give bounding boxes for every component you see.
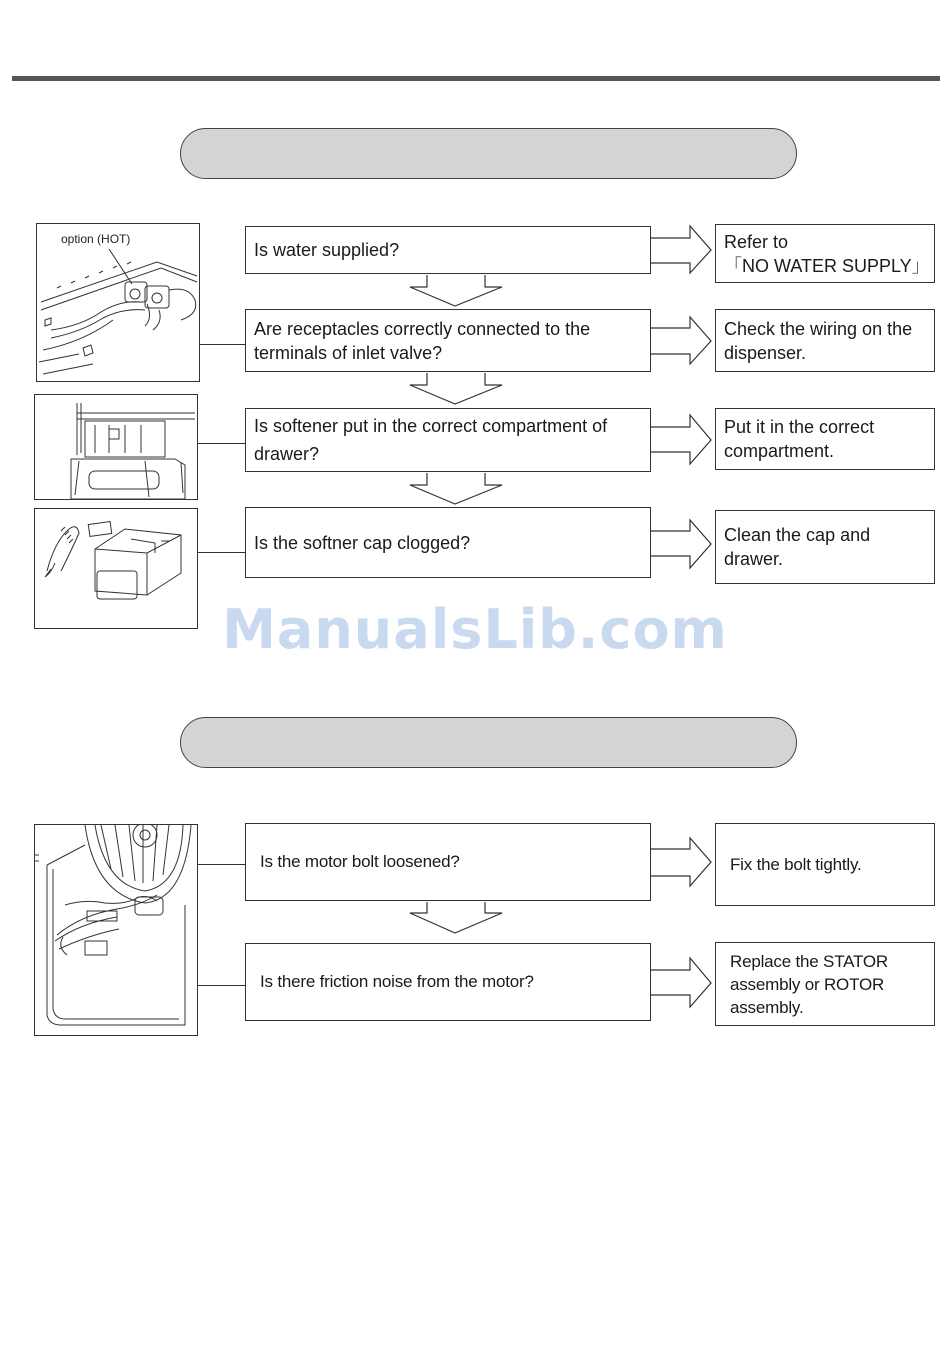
question-text: Is there friction noise from the motor? <box>260 972 534 991</box>
answer-text: Fix the bolt tightly. <box>730 855 862 874</box>
right-arrow-yes <box>651 838 711 886</box>
answer-text: Replace the STATOR assembly or ROTOR assembly. <box>730 951 888 1017</box>
question-text: Is softener put in the correct compartment of drawer? <box>254 416 608 464</box>
watermark-text: ManualsLib.com <box>222 598 728 661</box>
answer-text-line1: Refer to <box>724 231 789 252</box>
question-text: Is water supplied? <box>254 240 400 260</box>
question-text: Is the motor bolt loosened? <box>260 852 460 871</box>
answer-text: Check the wiring on the dispenser. <box>724 318 913 363</box>
answer-text: Put it in the correct compartment. <box>724 417 875 461</box>
answer-text: Clean the cap and drawer. <box>724 525 871 569</box>
answer-text-line2: 「NO WATER SUPPLY」 <box>724 255 930 276</box>
option-hot-label: option (HOT) <box>61 232 131 246</box>
down-arrow-no <box>410 902 502 933</box>
question-text: Are receptacles correctly connected to the terminals of inlet valve? <box>254 318 591 363</box>
question-text: Is the softner cap clogged? <box>254 532 471 553</box>
right-arrow-yes <box>651 958 711 1007</box>
